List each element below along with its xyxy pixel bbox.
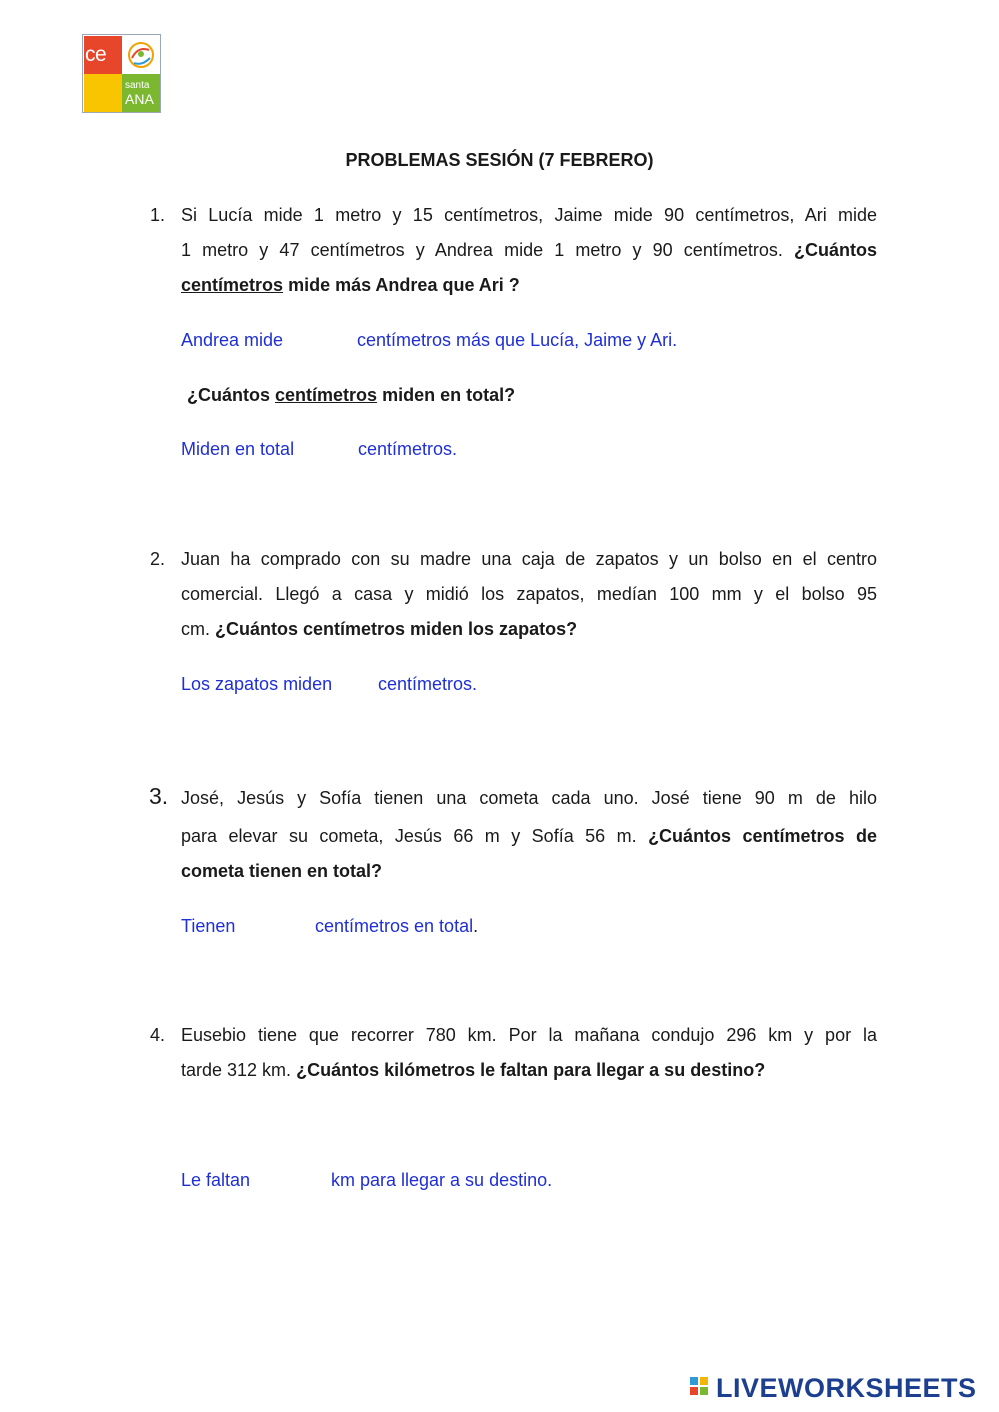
problem-4-line-2-text: tarde 312 km. bbox=[181, 1060, 292, 1080]
problem-1-question-2 bbox=[187, 384, 883, 406]
answer-4-suffix: km para llegar a su destino. bbox=[331, 1170, 553, 1190]
answer-3-period: . bbox=[473, 916, 479, 936]
problem-1-question-end: mide más Andrea que Ari ? bbox=[288, 275, 520, 295]
problem-2-line-1: Juan ha comprado con su madre una caja de zapatos y un bolso en el centro bbox=[181, 549, 877, 569]
watermark-square-red bbox=[690, 1387, 698, 1395]
answer-4-prefix: Le faltan bbox=[181, 1170, 251, 1190]
problem-1-q2-underlined: centímetros bbox=[275, 385, 378, 405]
logo-ce-text: ce bbox=[85, 43, 107, 66]
logo-yellow-square bbox=[84, 74, 122, 112]
problem-1-line-1: Si Lucía mide 1 metro y 15 centímetros, Jaime mide 90 centímetros, Ari mide bbox=[181, 205, 877, 225]
watermark-square-yellow bbox=[700, 1377, 708, 1385]
problem-4-question: ¿Cuántos kilómetros le faltan para llegar a su destino? bbox=[296, 1060, 766, 1080]
problem-3-line-2 bbox=[181, 825, 877, 847]
problem-1-q2-start: ¿Cuántos bbox=[187, 385, 270, 405]
logo-emblem bbox=[122, 36, 160, 74]
problem-4-number: 4. bbox=[150, 1025, 166, 1045]
answer-1b-prefix: Miden en total bbox=[181, 439, 295, 459]
problem-4-line-1: Eusebio tiene que recorrer 780 km. Por la mañana condujo 296 km y por la bbox=[181, 1025, 877, 1045]
problem-3-question-start: ¿Cuántos centímetros de bbox=[648, 826, 877, 846]
problem-4-line-2 bbox=[181, 1059, 877, 1081]
problem-3-number: 3. bbox=[149, 783, 169, 809]
answer-3-suffix bbox=[315, 915, 478, 937]
problem-2-line-3 bbox=[181, 618, 877, 640]
problem-3-line-1: José, Jesús y Sofía tienen una cometa cada uno. José tiene 90 m de hilo bbox=[181, 788, 877, 808]
problem-1-line-2-text: 1 metro y 47 centímetros y Andrea mide 1 metro y 90 centímetros. bbox=[181, 240, 783, 260]
answer-1a-suffix: centímetros más que Lucía, Jaime y Ari. bbox=[357, 330, 678, 350]
problem-3-question-end: cometa tienen en total? bbox=[181, 861, 383, 881]
watermark-square-green bbox=[700, 1387, 708, 1395]
problem-2-number: 2. bbox=[150, 549, 166, 569]
problem-1-underlined-unit: centímetros bbox=[181, 275, 284, 295]
answer-3-prefix: Tienen bbox=[181, 916, 236, 936]
problem-1-line-3 bbox=[181, 274, 877, 296]
problem-2-line-2: comercial. Llegó a casa y midió los zapatos, medían 100 mm y el bolso 95 bbox=[181, 584, 877, 604]
watermark-text: LIVEWORKSHEETS bbox=[716, 1373, 977, 1403]
watermark-square-blue bbox=[690, 1377, 698, 1385]
answer-2-prefix: Los zapatos miden bbox=[181, 674, 333, 694]
problem-2-question: ¿Cuántos centímetros miden los zapatos? bbox=[215, 619, 578, 639]
logo-emblem-icon bbox=[122, 36, 160, 74]
problem-2-line-3-text: cm. bbox=[181, 619, 210, 639]
problem-1-q2-end: miden en total? bbox=[382, 385, 516, 405]
logo-santa-text: santa bbox=[125, 80, 150, 91]
answer-3-suffix-text: centímetros en total bbox=[315, 916, 474, 936]
problem-1-question-start: ¿Cuántos bbox=[794, 240, 877, 260]
answer-1a-prefix: Andrea mide bbox=[181, 330, 284, 350]
page-title: PROBLEMAS SESIÓN (7 FEBRERO) bbox=[345, 150, 654, 170]
school-logo bbox=[82, 34, 161, 113]
answer-2-suffix: centímetros. bbox=[378, 674, 478, 694]
problem-1-number: 1. bbox=[150, 205, 166, 225]
problem-3-line-2-text: para elevar su cometa, Jesús 66 m y Sofía 56 m. bbox=[181, 826, 637, 846]
logo-ana-text: ANA bbox=[125, 91, 154, 107]
problem-1-line-2 bbox=[181, 239, 877, 261]
answer-1b-suffix: centímetros. bbox=[358, 439, 458, 459]
problem-3-line-3 bbox=[181, 860, 877, 882]
